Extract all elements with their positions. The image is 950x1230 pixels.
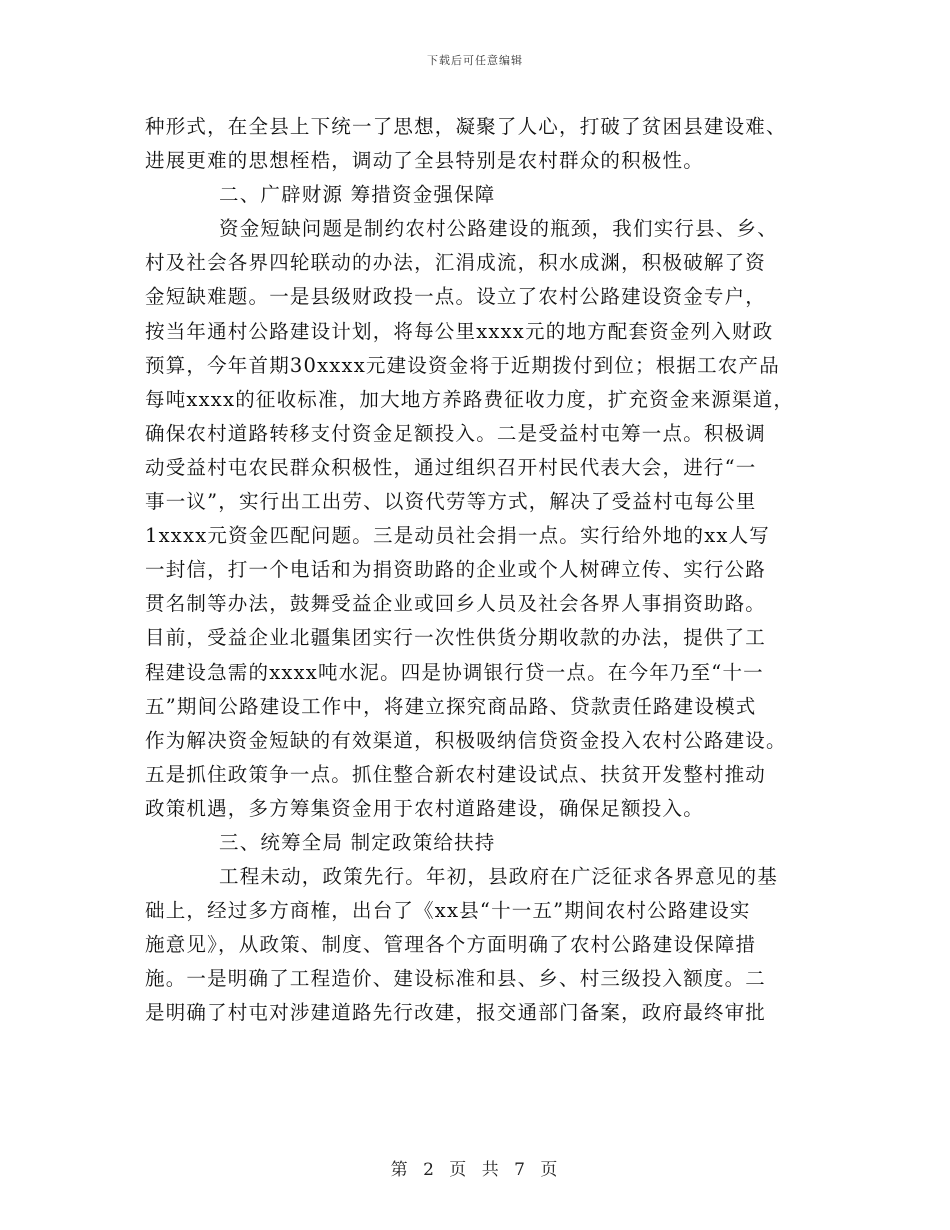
body-line: 目前，受益企业北疆集团实行一次性供货分期收款的办法，提供了工 <box>145 626 767 650</box>
body-line: 按当年通村公路建设计划，将每公里xxxx元的地方配套资金列入财政 <box>145 319 774 343</box>
body-line: 确保农村道路转移支付资金足额投入。二是受益村屯筹一点。积极调 <box>145 421 767 445</box>
section-heading-2: 二、广辟财源 筹措资金强保障 <box>219 183 496 207</box>
body-line: 工程未动，政策先行。年初，县政府在广泛征求各界意见的基 <box>219 865 778 889</box>
body-line: 进展更难的思想桎梏，调动了全县特别是农村群众的积极性。 <box>145 149 704 173</box>
body-line: 预算，今年首期30xxxx元建设资金将于近期拨付到位；根据工农产品 <box>145 353 780 377</box>
body-line: 程建设急需的xxxx吨水泥。四是协调银行贷一点。在今年乃至“十一 <box>145 660 764 684</box>
body-line: 是明确了村屯对涉建道路先行改建，报交通部门备案，政府最终审批 <box>145 1001 767 1025</box>
body-line: 五是抓住政策争一点。抓住整合新农村建设试点、扶贫开发整村推动 <box>145 762 767 786</box>
body-line: 种形式，在全县上下统一了思想，凝聚了人心，打破了贫困县建设难、 <box>145 115 787 138</box>
body-line: 每吨xxxx的征收标准，加大地方养路费征收力度，扩充资金来源渠道， <box>145 387 795 411</box>
body-line: 作为解决资金短缺的有效渠道，积极吸纳信贷资金投入农村公路建设。 <box>145 728 787 752</box>
body-line: 政策机遇，多方筹集资金用于农村道路建设，确保足额投入。 <box>145 796 704 820</box>
document-body <box>145 110 815 1031</box>
body-line: 1xxxx元资金匹配问题。三是动员社会捐一点。实行给外地的xx人写 <box>145 524 770 548</box>
section-heading-3: 三、统筹全局 制定政策给扶持 <box>219 830 496 854</box>
page-number-footer: 第 2 页 共 7 页 <box>390 1160 560 1180</box>
body-line: 五”期间公路建设工作中，将建立探究商品路、贷款责任路建设模式 <box>145 694 757 718</box>
body-line: 一封信，打一个电话和为捐资助路的企业或个人树碑立传、实行公路 <box>145 558 767 582</box>
body-line: 事一议”，实行出工出劳、以资代劳等方式，解决了受益村屯每公里 <box>145 490 757 514</box>
page-header-note: 下载后可任意编辑 <box>427 54 523 67</box>
body-line: 施。一是明确了工程造价、建设标准和县、乡、村三级投入额度。二 <box>145 967 767 991</box>
body-line: 资金短缺问题是制约农村公路建设的瓶颈，我们实行县、乡、 <box>219 217 778 241</box>
body-line: 村及社会各界四轮联动的办法，汇涓成流，积水成渊，积极破解了资 <box>145 251 767 275</box>
body-line: 施意见》，从政策、制度、管理各个方面明确了农村公路建设保障措 <box>145 933 757 957</box>
body-line: 础上，经过多方商榷，出台了《xx县“十一五”期间农村公路建设实 <box>145 899 751 923</box>
body-line: 贯名制等办法，鼓舞受益企业或回乡人员及社会各界人事捐资助路。 <box>145 592 767 616</box>
body-line: 动受益村屯农民群众积极性，通过组织召开村民代表大会，进行“一 <box>145 455 757 479</box>
body-line: 金短缺难题。一是县级财政投一点。设立了农村公路建设资金专户， <box>145 285 767 309</box>
